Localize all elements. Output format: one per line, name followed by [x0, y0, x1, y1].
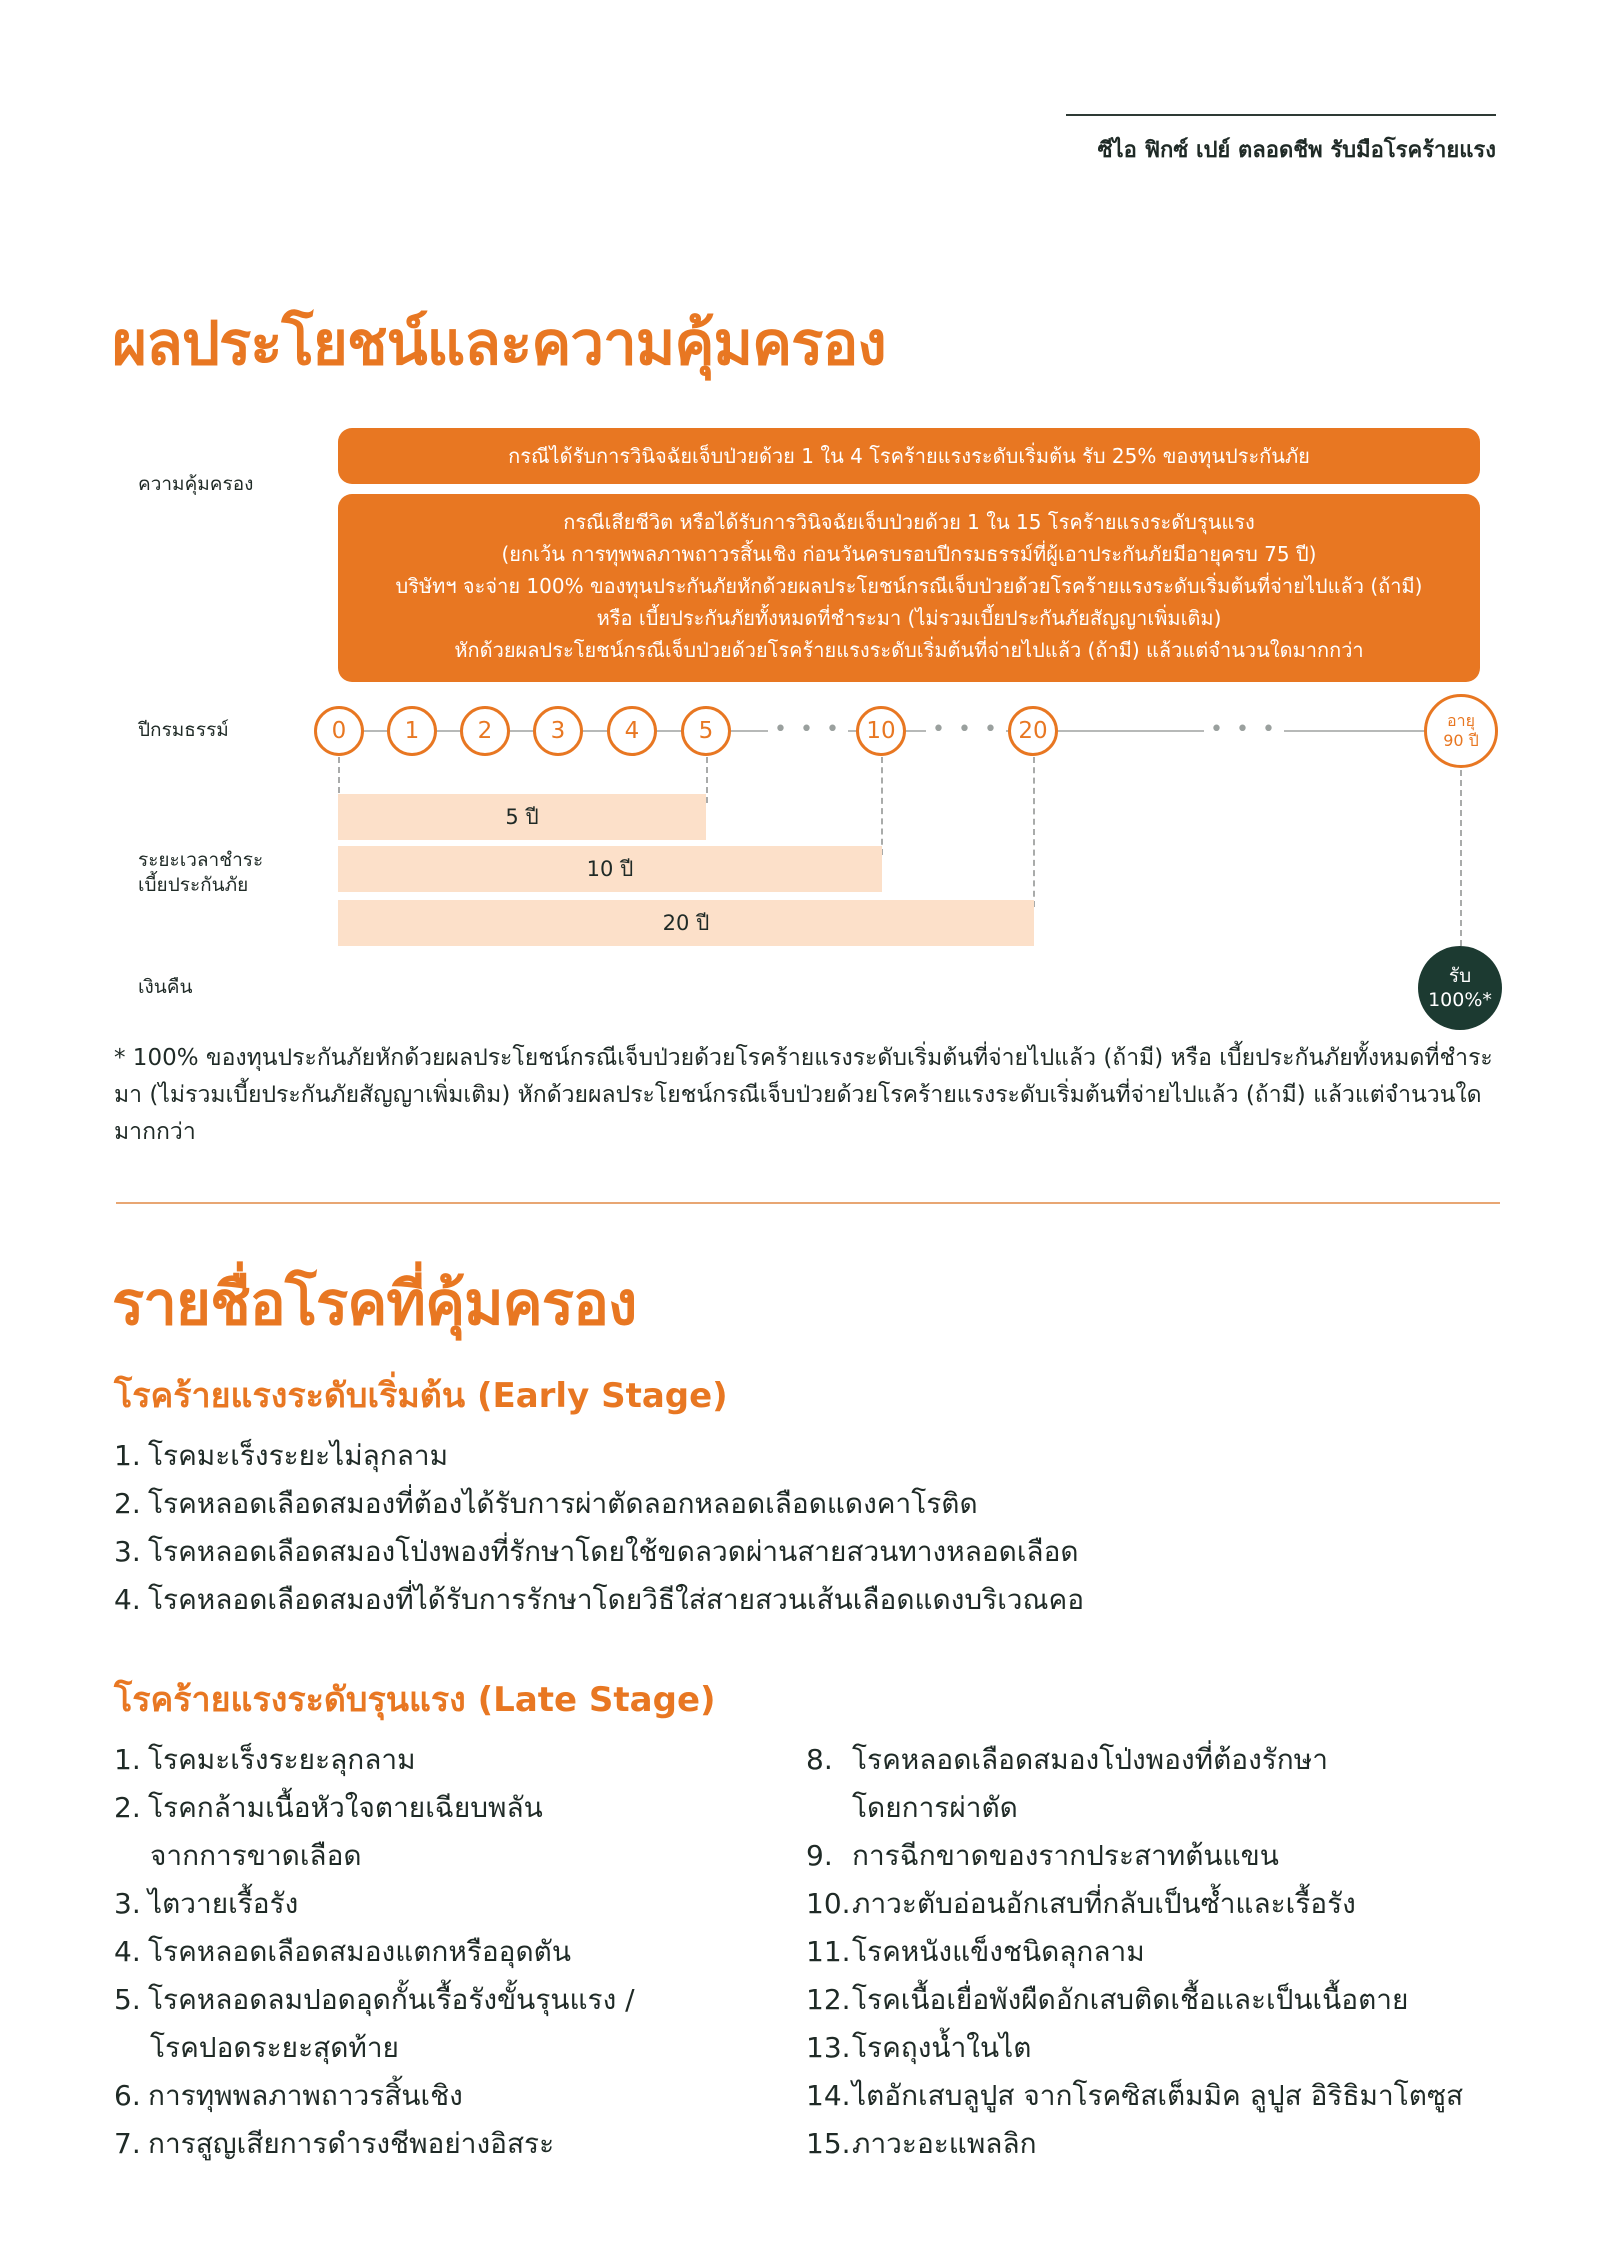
timeline-tick — [1033, 757, 1035, 907]
list-item: 2. โรคกล้ามเนื้อหัวใจตายเฉียบพลัน — [114, 1791, 543, 1824]
coverage-box-text: กรณีได้รับการวินิจฉัยเจ็บป่วยด้วย 1 ใน 4 โรคร้ายแรงระดับเริ่มต้น รับ 25% ของทุนประกันภัย — [508, 444, 1310, 468]
list-item: 1. โรคมะเร็งระยะลุกลาม — [114, 1743, 416, 1776]
payment-bar-20-years: 20 ปี — [338, 900, 1034, 946]
benefits-heading: ผลประโยชน์และความคุ้มครอง — [112, 309, 886, 379]
late-stage-list-col1 — [114, 1736, 754, 2168]
list-item: 10. ภาวะตับอ่อนอักเสบที่กลับเป็นซ้ำและเรื้อรัง — [806, 1887, 1356, 1920]
age-value: 90 ปี — [1443, 731, 1479, 750]
list-item: 4. โรคหลอดเลือดสมองที่ได้รับการรักษาโดยวิธีใส่สายสวนเส้นเลือดแดงบริเวณคอ — [114, 1583, 1085, 1616]
age-90-marker — [1424, 694, 1498, 768]
refund-badge-line: 100%* — [1428, 989, 1492, 1011]
coverage-label: ความคุ้มครอง — [138, 473, 254, 495]
list-item: 15. ภาวะอะแพลลิก — [806, 2127, 1037, 2160]
policy-year-label: ปีกรมธรรม์ — [138, 719, 229, 741]
list-item: 3. โรคหลอดเลือดสมองโป่งพองที่รักษาโดยใช้ขดลวดผ่านสายสวนทางหลอดเลือด — [114, 1535, 1079, 1568]
list-item: 2. โรคหลอดเลือดสมองที่ต้องได้รับการผ่าตัดลอกหลอดเลือดแดงคาโรติด — [114, 1487, 978, 1520]
coverage-box-line: กรณีเสียชีวิต หรือได้รับการวินิจฉัยเจ็บป่วยด้วย 1 ใน 15 โรคร้ายแรงระดับรุนแรง — [563, 510, 1255, 534]
payment-period-label-line: เบี้ยประกันภัย — [138, 874, 249, 896]
coverage-box-line: (ยกเว้น การทุพพลภาพถาวรสิ้นเชิง ก่อนวันครบรอบปีกรมธรรม์ที่ผู้เอาประกันภัยมีอายุครบ 75 ปี) — [501, 542, 1317, 566]
payment-bar-10-years: 10 ปี — [338, 846, 882, 892]
late-stage-coverage-box — [338, 494, 1480, 682]
list-item-continued: โรคปอดระยะสุดท้าย — [150, 2031, 399, 2064]
list-item: 7. การสูญเสียการดำรงชีพอย่างอิสระ — [114, 2127, 555, 2160]
list-item: 12. โรคเนื้อเยื่อพังผืดอักเสบติดเชื้อและเป็นเนื้อตาย — [806, 1983, 1409, 2016]
coverage-box-line: หักด้วยผลประโยชน์กรณีเจ็บป่วยด้วยโรคร้ายแรงระดับเริ่มต้นที่จ่ายไปแล้ว (ถ้ามี) แล้วแต่จำนวนใดมากกว่า — [454, 638, 1364, 662]
timeline-ellipsis: • • • — [1204, 720, 1284, 740]
list-item: 5. โรคหลอดลมปอดอุดกั้นเรื้อรังขั้นรุนแรง / — [114, 1983, 635, 2016]
refund-badge-line: รับ — [1448, 965, 1472, 987]
early-stage-list — [114, 1432, 1084, 1624]
payment-period-label-line: ระยะเวลาชำระ — [138, 849, 264, 871]
refund-label: เงินคืน — [138, 976, 193, 998]
coverage-box-line: บริษัทฯ จะจ่าย 100% ของทุนประกันภัยหักด้วยผลประโยชน์กรณีเจ็บป่วยด้วยโรคร้ายแรงระดับเริ่มต้นที่จ่ายไปแล้ว (ถ้ามี) — [395, 574, 1423, 598]
early-stage-heading: โรคร้ายแรงระดับเริ่มต้น (Early Stage) — [114, 1376, 728, 1416]
list-item-continued: จากการขาดเลือด — [150, 1839, 362, 1872]
list-item: 11. โรคหนังแข็งชนิดลุกลาม — [806, 1935, 1145, 1968]
timeline-tick — [881, 757, 883, 855]
list-item: 8. โรคหลอดเลือดสมองโป่งพองที่ต้องรักษา — [806, 1743, 1328, 1776]
list-item: 4. โรคหลอดเลือดสมองแตกหรืออุดตัน — [114, 1935, 572, 1968]
list-item: 13. โรคถุงน้ำในไต — [806, 2031, 1032, 2064]
late-stage-list-col2 — [806, 1736, 1526, 2168]
footnote: * 100% ของทุนประกันภัยหักด้วยผลประโยชน์กรณีเจ็บป่วยด้วยโรคร้ายแรงระดับเริ่มต้นที่จ่ายไปแล้ว (ถ้ามี) หรือ เบี้ยประกันภัยทั้งหมดที่ชำระมา (ไม่รวมเบี้ยประกันภัยสัญญาเพิ่มเติม) หักด้วยผลประโยชน์กรณีเจ็บป่วยด้วยโรคร้ายแรงระดับเริ่มต้นที่จ่ายไปแล้ว (ถ้ามี) แล้วแต่จำนวนใดมากกว่า — [114, 1045, 1493, 1145]
diseases-heading: รายชื่อโรคที่คุ้มครอง — [112, 1269, 637, 1339]
refund-badge — [1418, 946, 1502, 1030]
timeline-ellipsis: • • • — [768, 720, 848, 740]
payment-period-label — [138, 848, 263, 898]
policy-year-marker: 3 — [533, 706, 583, 756]
product-title: ซีไอ ฟิกซ์ เปย์ ตลอดชีพ รับมือโรคร้ายแรง — [1097, 138, 1496, 163]
list-item: 3. ไตวายเรื้อรัง — [114, 1887, 299, 1920]
policy-year-marker: 10 — [856, 706, 906, 756]
list-item: 9. การฉีกขาดของรากประสาทต้นแขน — [806, 1839, 1279, 1872]
late-stage-heading: โรคร้ายแรงระดับรุนแรง (Late Stage) — [114, 1680, 716, 1720]
timeline-ellipsis: • • • — [926, 720, 1006, 740]
header-rule — [1066, 114, 1496, 116]
coverage-box-line: หรือ เบี้ยประกันภัยทั้งหมดที่ชำระมา (ไม่รวมเบี้ยประกันภัยสัญญาเพิ่มเติม) — [596, 606, 1222, 630]
policy-year-marker: 0 — [314, 706, 364, 756]
early-stage-coverage-box — [338, 428, 1480, 484]
section-divider — [116, 1202, 1500, 1204]
list-item: 14. ไตอักเสบลูปูส จากโรคซิสเต็มมิค ลูปูส อิริธิมาโตซูส — [806, 2079, 1464, 2112]
timeline-tick — [1460, 770, 1462, 946]
policy-year-marker: 4 — [607, 706, 657, 756]
timeline-tick — [706, 757, 708, 803]
policy-year-marker: 1 — [387, 706, 437, 756]
age-label: อายุ — [1447, 711, 1475, 730]
list-item: 1. โรคมะเร็งระยะไม่ลุกลาม — [114, 1439, 449, 1472]
payment-bar-5-years: 5 ปี — [338, 794, 706, 840]
policy-year-marker: 20 — [1008, 706, 1058, 756]
policy-year-marker: 5 — [681, 706, 731, 756]
policy-year-marker: 2 — [460, 706, 510, 756]
list-item-continued: โดยการผ่าตัด — [852, 1791, 1018, 1824]
list-item: 6. การทุพพลภาพถาวรสิ้นเชิง — [114, 2079, 463, 2112]
